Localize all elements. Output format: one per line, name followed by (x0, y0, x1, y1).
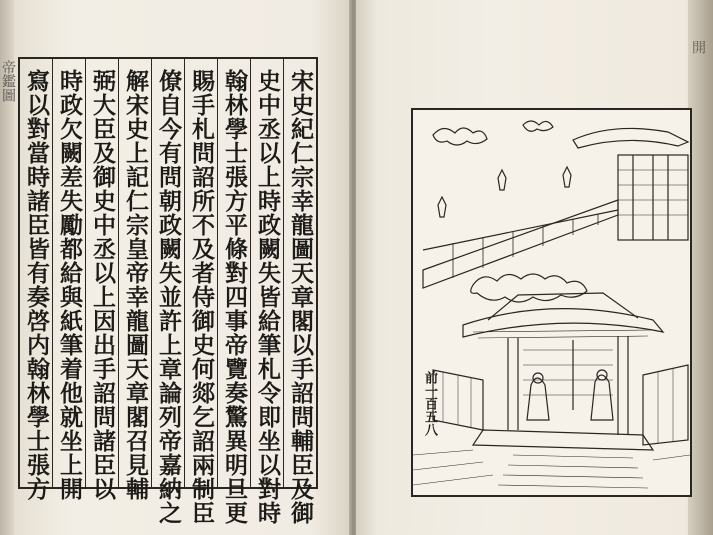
column-rule (184, 59, 185, 487)
text-column-4: 賜手札問詔所不及者侍御史何郯乞詔兩制臣 (188, 69, 215, 525)
finial (498, 170, 506, 190)
column-rule (118, 59, 119, 487)
figure-seated (527, 378, 549, 420)
text-column-9: 寫以對當時諸臣皆有奏啓内翰林學士張方 (23, 69, 50, 501)
finial (563, 167, 571, 187)
woodblock-illustration (411, 108, 692, 497)
column-rule (250, 59, 251, 487)
left-page (0, 0, 352, 535)
left-edge-text: 帝鑑圖 (0, 60, 16, 102)
text-column-3: 翰林學士張方平條對四事帝覽奏驚異明旦更 (221, 69, 248, 525)
column-rule (85, 59, 86, 487)
cloud-motif (523, 121, 553, 131)
text-column-5: 僚自今有問朝政闕失並許上章論列帝嘉納之 (155, 69, 182, 525)
pavilion-scene (413, 110, 690, 495)
column-rule (283, 59, 284, 487)
cloud-band (471, 274, 587, 302)
finial (438, 197, 446, 217)
side-railing (643, 365, 688, 445)
text-column-2: 史中丞以上時政闕失皆給筆札令即坐以對時 (254, 69, 281, 525)
cloud-motif (433, 128, 487, 145)
figure-standing (591, 375, 613, 420)
right-edge-text: 開 (690, 40, 706, 54)
text-column-1: 宋史紀仁宗幸龍圖天章閣以手詔問輔臣及御 (287, 69, 314, 525)
text-frame (18, 57, 318, 525)
pavilion-roof (463, 309, 663, 337)
column-rule (151, 59, 152, 487)
text-column-8: 時政欠闕差失勵都給與紙筆着他就坐上開 (56, 69, 83, 501)
column-rule (52, 59, 53, 487)
text-column-7: 弼大臣及御史中丞以上因出手詔問諸臣以 (89, 69, 116, 501)
plate-caption: 前一百五八 (422, 371, 437, 436)
text-column-6: 解宋史上記仁宗皇帝幸龍圖天章閣召見輔 (122, 69, 149, 501)
pavilion-platform (473, 430, 653, 450)
column-rule (217, 59, 218, 487)
upper-roof (573, 128, 688, 148)
